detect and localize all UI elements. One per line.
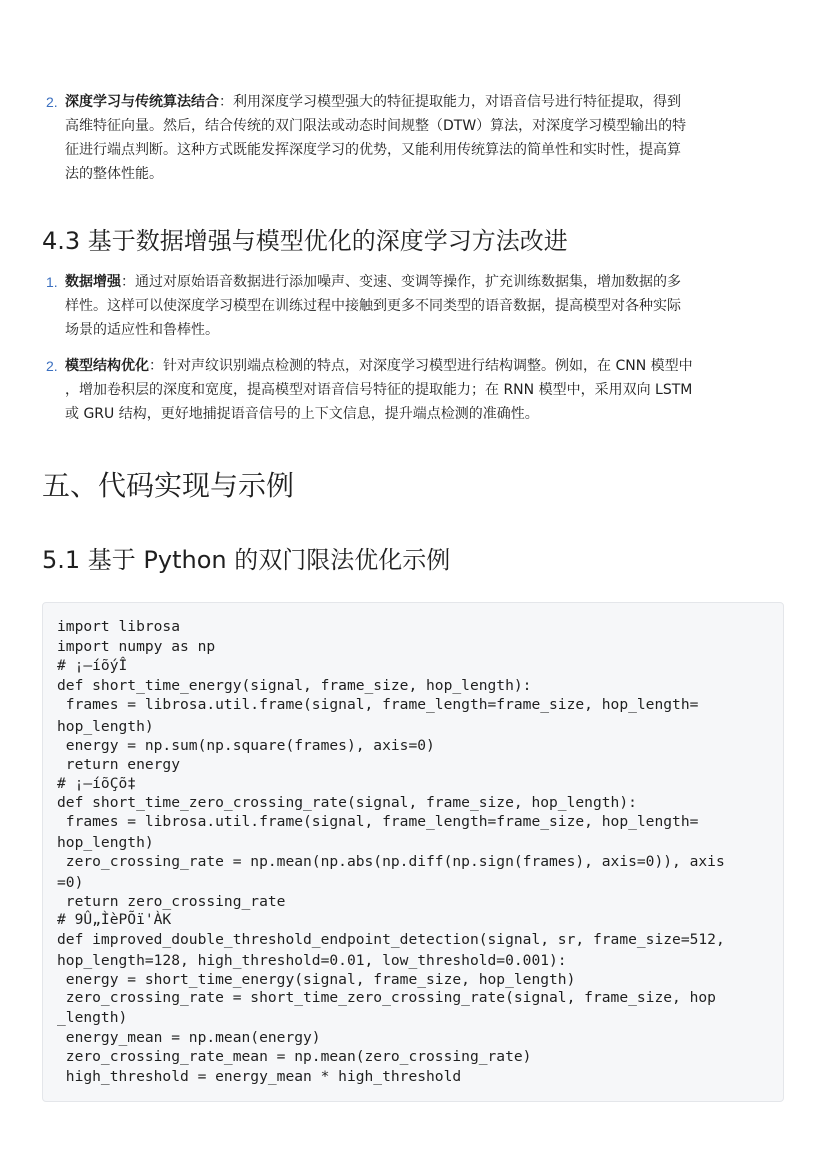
code-line: hop_length) bbox=[57, 718, 154, 735]
list-item-line bbox=[65, 354, 808, 378]
heading-5: 五、代码实现与示例 bbox=[42, 469, 295, 502]
code-line: hop_length) bbox=[57, 834, 154, 851]
list-item-sep: ： bbox=[121, 274, 135, 290]
heading-4-3: 4.3 基于数据增强与模型优化的深度学习方法改进 bbox=[42, 227, 568, 255]
list-item-line: 场景的适应性和鲁棒性。 bbox=[65, 322, 219, 338]
list-item-line: 高维特征向量。然后，结合传统的双门限法或动态时间规整（DTW）算法，对深度学习模型输出的特 bbox=[65, 118, 687, 134]
list-item-title: 模型结构优化 bbox=[65, 358, 149, 374]
list-item-line bbox=[65, 270, 808, 294]
list-item-text: 通过对原始语音数据进行添加噪声、变速、变调等操作，扩充训练数据集，增加数据的多 bbox=[135, 274, 681, 290]
code-line: # ¡—íõÇõ‡ bbox=[57, 775, 137, 792]
list-item-line: 或 GRU 结构，更好地捕捉语音信号的上下文信息，提升端点检测的准确性。 bbox=[65, 406, 539, 422]
code-line: # 9Û„ÌèPÕï'ÀK bbox=[57, 911, 172, 928]
code-line: high_threshold = energy_mean * high_threshold bbox=[57, 1068, 462, 1085]
list-number: 2. bbox=[46, 358, 58, 374]
code-line: hop_length=128, high_threshold=0.01, low_threshold=0.001): bbox=[57, 952, 567, 969]
code-line: frames = librosa.util.frame(signal, frame_length=frame_size, hop_length= bbox=[57, 696, 699, 713]
code-line: import librosa bbox=[57, 618, 181, 635]
list-item-body bbox=[65, 354, 808, 426]
code-line: energy_mean = np.mean(energy) bbox=[57, 1029, 321, 1046]
list-item-dl-traditional bbox=[46, 90, 808, 186]
code-line: return zero_crossing_rate bbox=[57, 893, 286, 910]
code-line: =0) bbox=[57, 874, 84, 891]
list-item-line: 样性。这样可以使深度学习模型在训练过程中接触到更多不同类型的语音数据，提高模型对各种实际 bbox=[65, 298, 681, 314]
list-item-text: 利用深度学习模型强大的特征提取能力，对语音信号进行特征提取，得到 bbox=[233, 94, 681, 110]
list-item-text: 针对声纹识别端点检测的特点，对深度学习模型进行结构调整。例如，在 CNN 模型中 bbox=[163, 358, 693, 374]
code-line: energy = short_time_energy(signal, frame_size, hop_length) bbox=[57, 971, 576, 988]
code-line: zero_crossing_rate_mean = np.mean(zero_crossing_rate) bbox=[57, 1048, 532, 1065]
code-line: def short_time_energy(signal, frame_size, hop_length): bbox=[57, 677, 532, 694]
list-item-title: 数据增强 bbox=[65, 274, 121, 290]
heading-5-1: 5.1 基于 Python 的双门限法优化示例 bbox=[42, 546, 451, 574]
code-line: def improved_double_threshold_endpoint_detection(signal, sr, frame_size=512, bbox=[57, 931, 725, 948]
list-item-body bbox=[65, 90, 808, 186]
code-line: energy = np.sum(np.square(frames), axis=0) bbox=[57, 737, 435, 754]
list-item-line bbox=[65, 90, 808, 114]
list-item-line: 法的整体性能。 bbox=[65, 166, 163, 182]
code-line: _length) bbox=[57, 1009, 128, 1026]
code-line: zero_crossing_rate = np.mean(np.abs(np.diff(np.sign(frames), axis=0)), axis bbox=[57, 853, 725, 870]
list-item-model-optimization bbox=[46, 354, 808, 426]
list-item-data-augmentation bbox=[46, 270, 808, 342]
code-line: frames = librosa.util.frame(signal, frame_length=frame_size, hop_length= bbox=[57, 813, 699, 830]
code-line: zero_crossing_rate = short_time_zero_crossing_rate(signal, frame_size, hop bbox=[57, 989, 716, 1006]
code-line: import numpy as np bbox=[57, 638, 216, 655]
list-item-sep: ： bbox=[149, 358, 163, 374]
list-item-title: 深度学习与传统算法结合 bbox=[65, 94, 219, 110]
list-number: 2. bbox=[46, 94, 58, 110]
list-item-body bbox=[65, 270, 808, 342]
list-item-line: ，增加卷积层的深度和宽度，提高模型对语音信号特征的提取能力；在 RNN 模型中，采用双向 LSTM bbox=[65, 382, 693, 398]
code-line: return energy bbox=[57, 756, 181, 773]
code-block bbox=[42, 602, 784, 1102]
list-number: 1. bbox=[46, 274, 58, 290]
code-line: def short_time_zero_crossing_rate(signal, frame_size, hop_length): bbox=[57, 794, 637, 811]
list-item-sep: ： bbox=[219, 94, 233, 110]
list-item-line: 征进行端点判断。这种方式既能发挥深度学习的优势，又能利用传统算法的简单性和实时性，提高算 bbox=[65, 142, 681, 158]
code-line: # ¡—íõýÎ bbox=[57, 657, 128, 674]
